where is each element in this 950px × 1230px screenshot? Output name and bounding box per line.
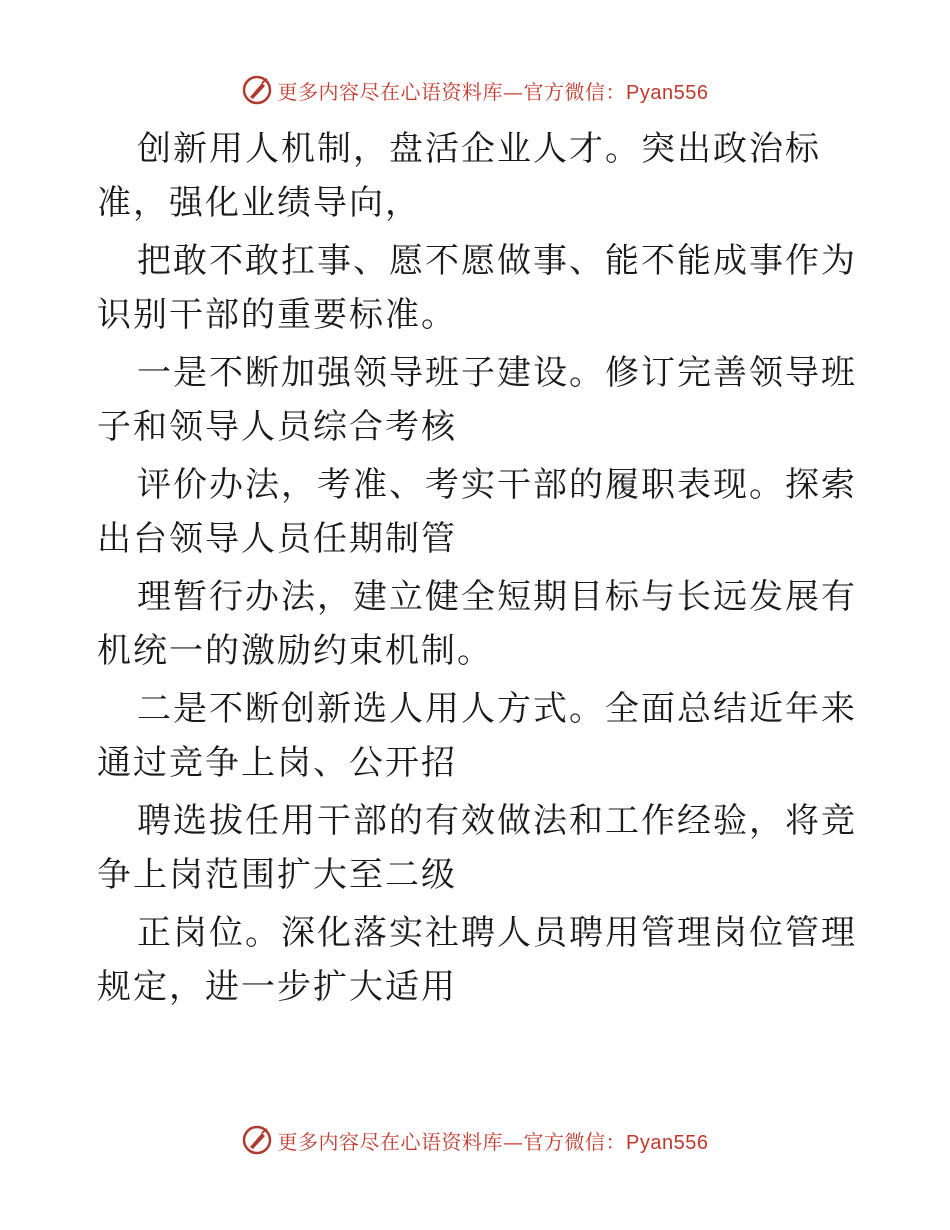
document-body	[97, 122, 867, 1018]
paragraph: 把敢不敢扛事、愿不愿做事、能不能成事作为识别干部的重要标准。	[97, 241, 857, 335]
header-banner	[0, 70, 950, 110]
paragraph: 理暂行办法，建立健全短期目标与长远发展有机统一的激励约束机制。	[97, 577, 857, 671]
paragraph: 二是不断创新选人用人方式。全面总结近年来通过竞争上岗、公开招	[97, 689, 857, 783]
paragraph: 评价办法，考准、考实干部的履职表现。探索出台领导人员任期制管	[97, 465, 857, 559]
paragraph: 创新用人机制，盘活企业人才。突出政治标准，强化业绩导向，	[97, 129, 821, 223]
paragraph: 一是不断加强领导班子建设。修订完善领导班子和领导人员综合考核	[97, 353, 857, 447]
quill-pen-logo-icon	[242, 75, 272, 105]
quill-pen-logo-icon	[242, 1125, 272, 1155]
paragraph: 聘选拔任用干部的有效做法和工作经验，将竞争上岗范围扩大至二级	[97, 801, 857, 895]
footer-banner	[0, 1120, 950, 1160]
banner-text: 更多内容尽在心语资料库—官方微信：Pyan556	[277, 1129, 709, 1154]
wechat-id: Pyan556	[626, 81, 709, 104]
wechat-id: Pyan556	[626, 1131, 709, 1154]
banner-text: 更多内容尽在心语资料库—官方微信：Pyan556	[277, 79, 709, 104]
paragraph: 正岗位。深化落实社聘人员聘用管理岗位管理规定，进一步扩大适用	[97, 913, 857, 1007]
